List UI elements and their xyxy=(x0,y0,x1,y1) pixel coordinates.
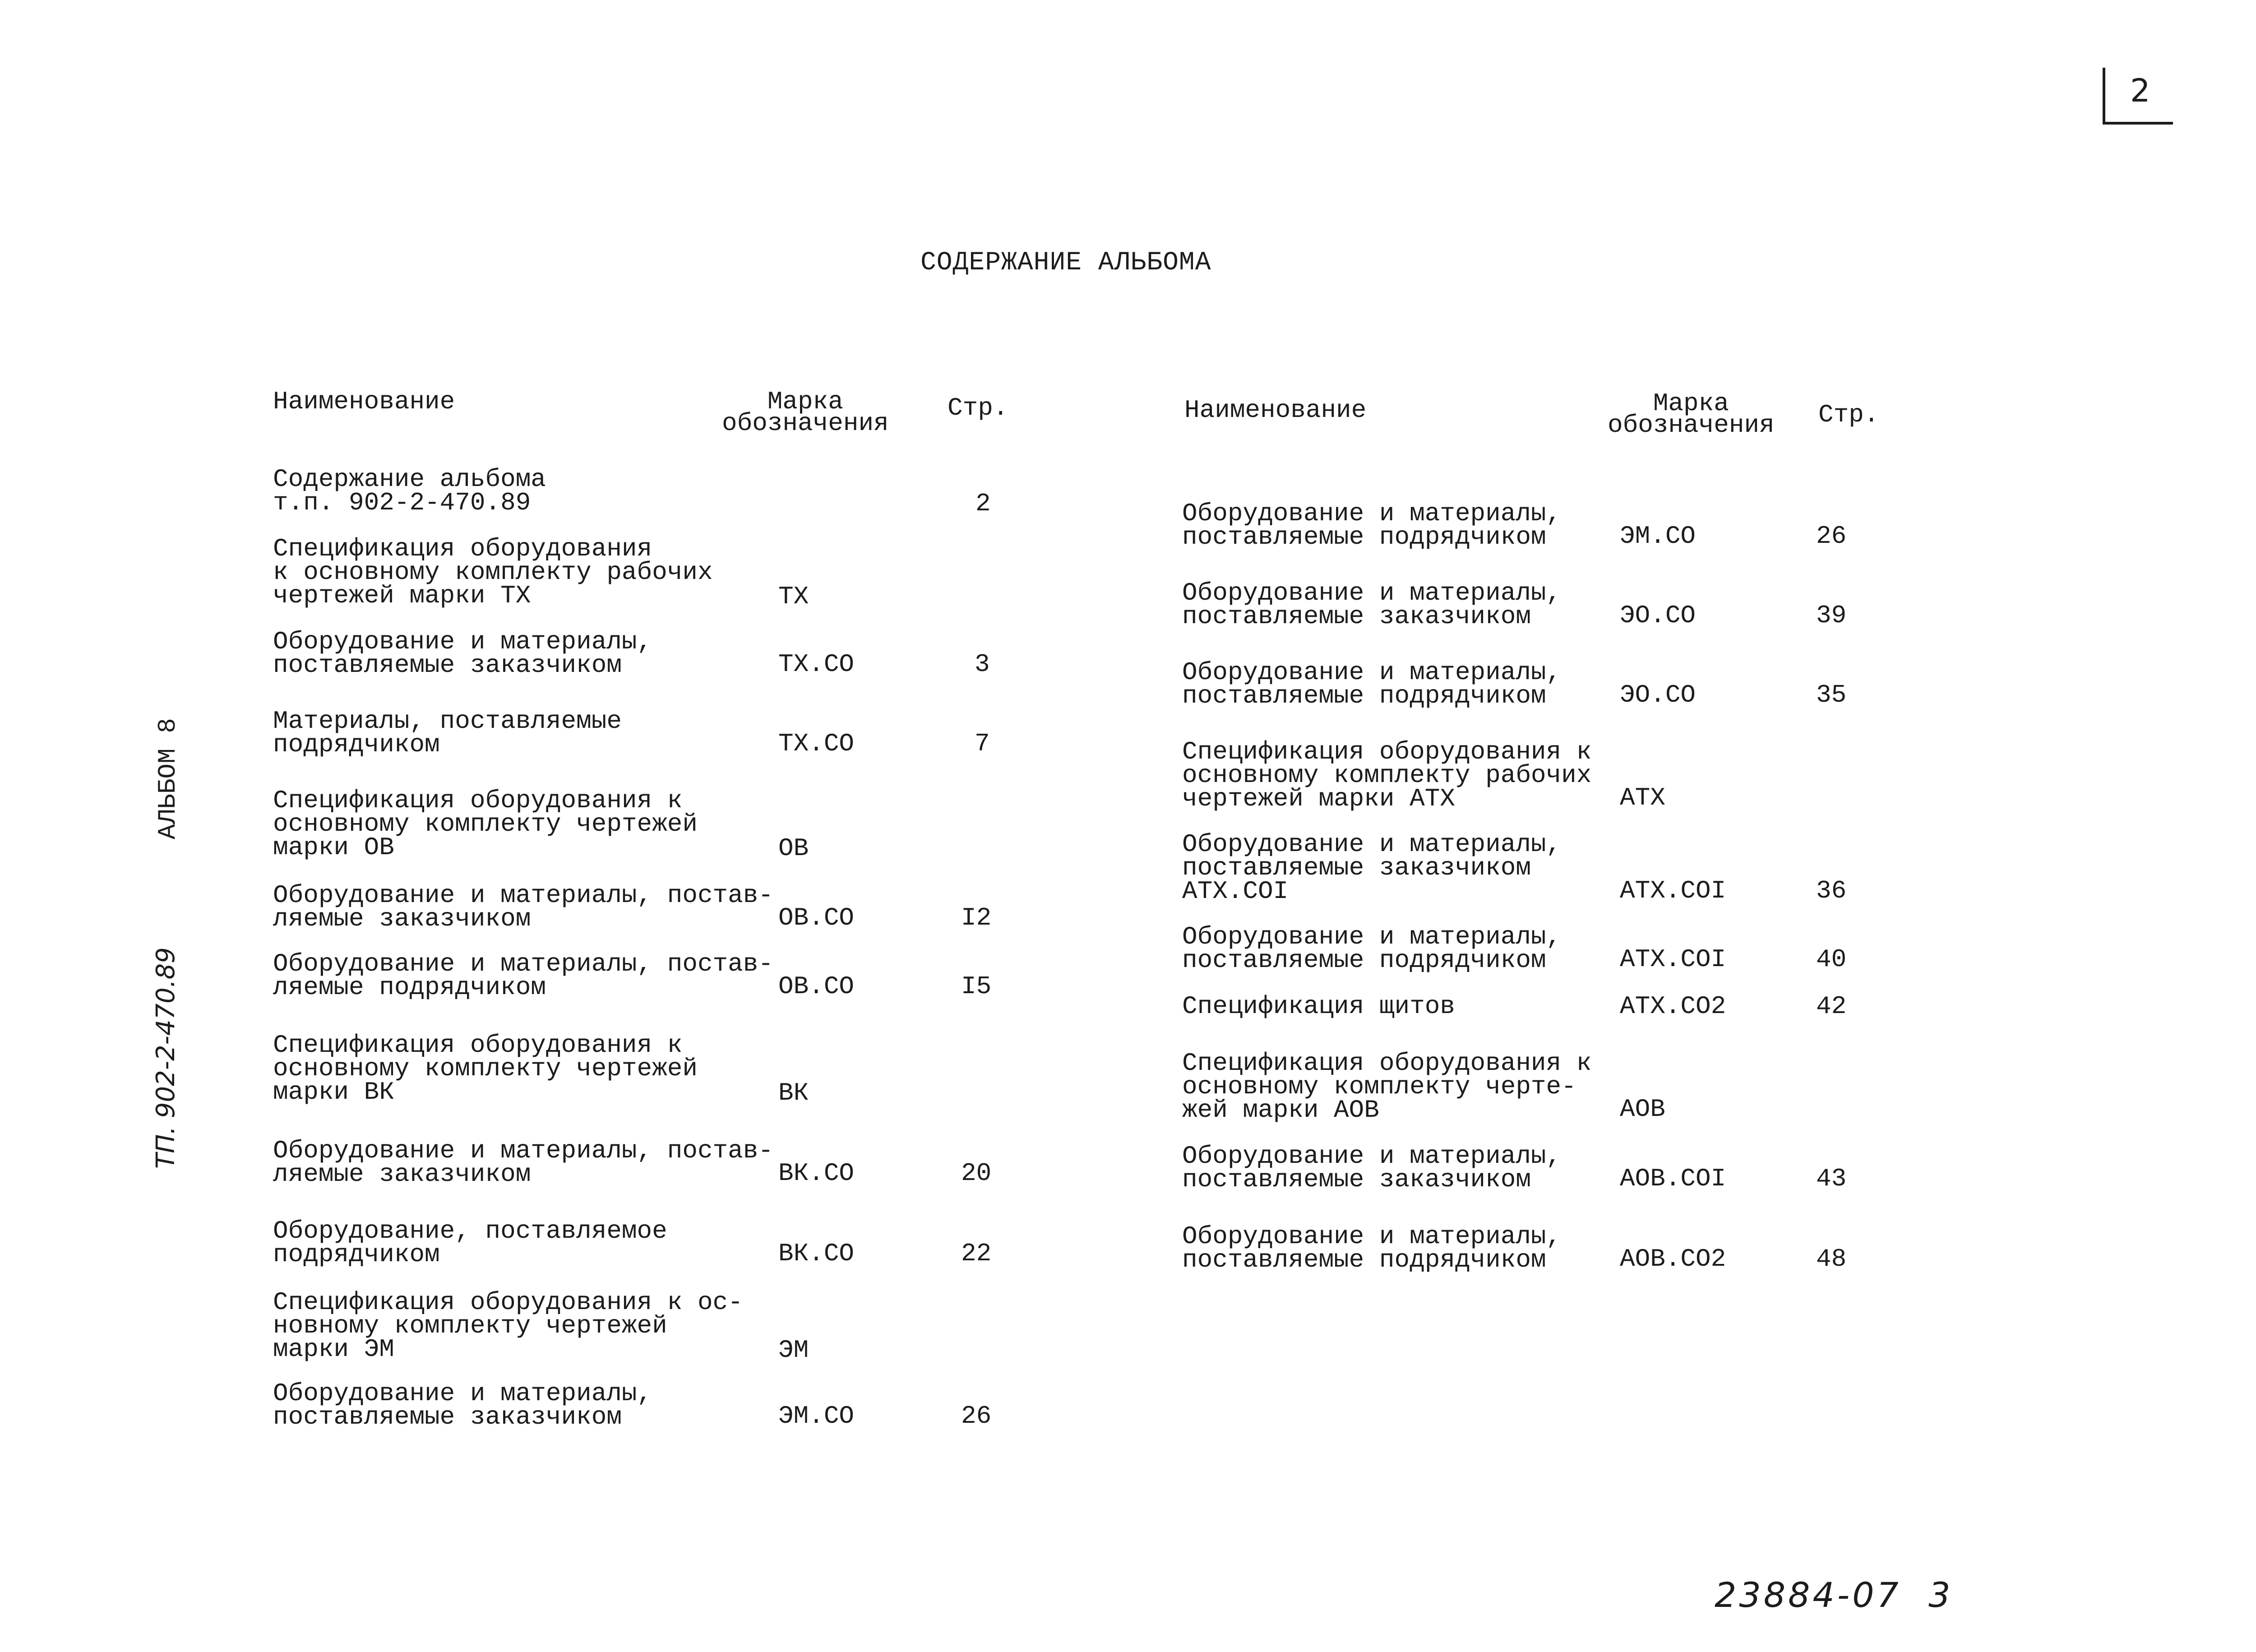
left-row-page: I2 xyxy=(961,903,992,932)
left-row-name: Оборудование и материалы, поставляемые заказчиком xyxy=(273,1379,652,1431)
left-row-name: Спецификация оборудования к основному комплекту рабочих чертежей марки ТХ xyxy=(273,534,713,610)
left-row-page: 7 xyxy=(975,729,990,758)
right-row-page: 40 xyxy=(1816,945,1847,974)
right-row-name: Оборудование и материалы, поставляемые подрядчиком xyxy=(1182,499,1562,551)
left-row-name: Оборудование и материалы, поставляемые заказчиком xyxy=(273,627,652,680)
right-header-page: Стр. xyxy=(1818,400,1879,429)
right-row-page: 43 xyxy=(1816,1164,1847,1193)
left-row-page: 2 xyxy=(975,489,991,518)
right-row-mark: АТХ.СОI xyxy=(1620,945,1726,974)
left-row-name: Оборудование, поставляемое подрядчиком xyxy=(273,1217,667,1269)
left-row-name: Оборудование и материалы, постав- ляемые подрядчиком xyxy=(273,949,773,1002)
right-row-name: Оборудование и материалы, поставляемые заказчиком xyxy=(1182,578,1562,631)
footer-doc-number xyxy=(1715,1575,1953,1615)
left-row-page: 20 xyxy=(961,1159,992,1188)
left-row-page: 3 xyxy=(975,650,990,679)
doc-number: 23884-07 xyxy=(1715,1575,1901,1615)
left-row-mark: ВК xyxy=(778,1078,809,1107)
right-row-mark: АТХ.СОI xyxy=(1620,876,1726,905)
right-row-mark: ЭО.СО xyxy=(1620,680,1696,709)
right-row-name: Оборудование и материалы, поставляемые подрядчиком xyxy=(1182,1222,1562,1274)
right-row-name: Спецификация оборудования к основному комплекту черте- жей марки АОВ xyxy=(1182,1049,1592,1124)
left-header-page: Стр. xyxy=(948,393,1008,422)
right-row-page: 35 xyxy=(1816,680,1847,709)
right-row-name: Спецификация оборудования к основному комплекту рабочих чертежей марки АТХ xyxy=(1182,737,1592,813)
left-header-name: Наименование xyxy=(273,387,455,416)
project-code: ТП. 902-2-470.89 xyxy=(151,947,180,1169)
album-label: АЛЬБОМ 8 xyxy=(153,718,182,839)
left-row-page: 22 xyxy=(961,1239,992,1268)
right-row-mark: АОВ.СОI xyxy=(1620,1164,1726,1193)
left-row-mark: ТХ.СО xyxy=(778,729,855,758)
right-row-name: Оборудование и материалы, поставляемые заказчиком АТХ.СОI xyxy=(1182,830,1562,906)
left-row-name: Содержание альбома т.п. 902-2-470.89 xyxy=(273,465,546,517)
right-row-name: Спецификация щитов xyxy=(1182,992,1455,1021)
left-row-mark: ОВ.СО xyxy=(778,903,855,932)
right-row-page: 48 xyxy=(1816,1245,1847,1273)
right-row-mark: ЭМ.СО xyxy=(1620,522,1696,551)
document-title: СОДЕРЖАНИЕ АЛЬБОМА xyxy=(920,248,1211,278)
left-row-page: I5 xyxy=(961,972,992,1001)
left-row-mark: ОВ xyxy=(778,834,809,863)
right-row-name: Оборудование и материалы, поставляемые подрядчиком xyxy=(1182,658,1562,710)
left-row-name: Спецификация оборудования к основному комплекту чертежей марки ВК xyxy=(273,1031,698,1106)
left-row-name: Материалы, поставляемые подрядчиком xyxy=(273,707,622,759)
left-row-name: Оборудование и материалы, постав- ляемые заказчиком xyxy=(273,1136,773,1189)
left-row-page: 26 xyxy=(961,1402,992,1430)
right-row-mark: ЭО.СО xyxy=(1620,601,1696,630)
left-row-name: Спецификация оборудования к ос- новному комплекту чертежей марки ЭМ xyxy=(273,1288,743,1364)
right-row-page: 42 xyxy=(1816,992,1847,1021)
left-row-mark: ЭМ.СО xyxy=(778,1402,855,1430)
page-number: 2 xyxy=(2130,72,2150,109)
right-row-page: 39 xyxy=(1816,601,1847,630)
right-row-mark: АТХ xyxy=(1620,783,1665,812)
left-row-name: Оборудование и материалы, постав- ляемые заказчиком xyxy=(273,881,773,933)
right-row-name: Оборудование и материалы, поставляемые заказчиком xyxy=(1182,1142,1562,1194)
left-row-mark: ТХ xyxy=(778,582,809,611)
right-row-mark: АОВ.СО2 xyxy=(1620,1245,1726,1273)
right-row-name: Оборудование и материалы, поставляемые подрядчиком xyxy=(1182,922,1562,975)
right-row-mark: АТХ.СО2 xyxy=(1620,992,1726,1021)
page-number-box xyxy=(2103,68,2173,125)
right-header-name: Наименование xyxy=(1184,396,1367,425)
sheet-number: 3 xyxy=(1928,1575,1953,1615)
right-row-page: 26 xyxy=(1816,522,1847,551)
left-row-mark: ОВ.СО xyxy=(778,972,855,1001)
right-row-mark: АОВ xyxy=(1620,1095,1665,1124)
left-row-mark: ВК.СО xyxy=(778,1159,855,1188)
right-header-mark: Марка обозначения xyxy=(1608,389,1775,440)
left-row-mark: ТХ.СО xyxy=(778,650,855,679)
left-row-mark: ВК.СО xyxy=(778,1239,855,1268)
left-header-mark: Марка обозначения xyxy=(722,387,889,438)
left-row-mark: ЭМ xyxy=(778,1336,809,1365)
right-row-page: 36 xyxy=(1816,876,1847,905)
left-row-name: Спецификация оборудования к основному комплекту чертежей марки ОВ xyxy=(273,786,698,862)
